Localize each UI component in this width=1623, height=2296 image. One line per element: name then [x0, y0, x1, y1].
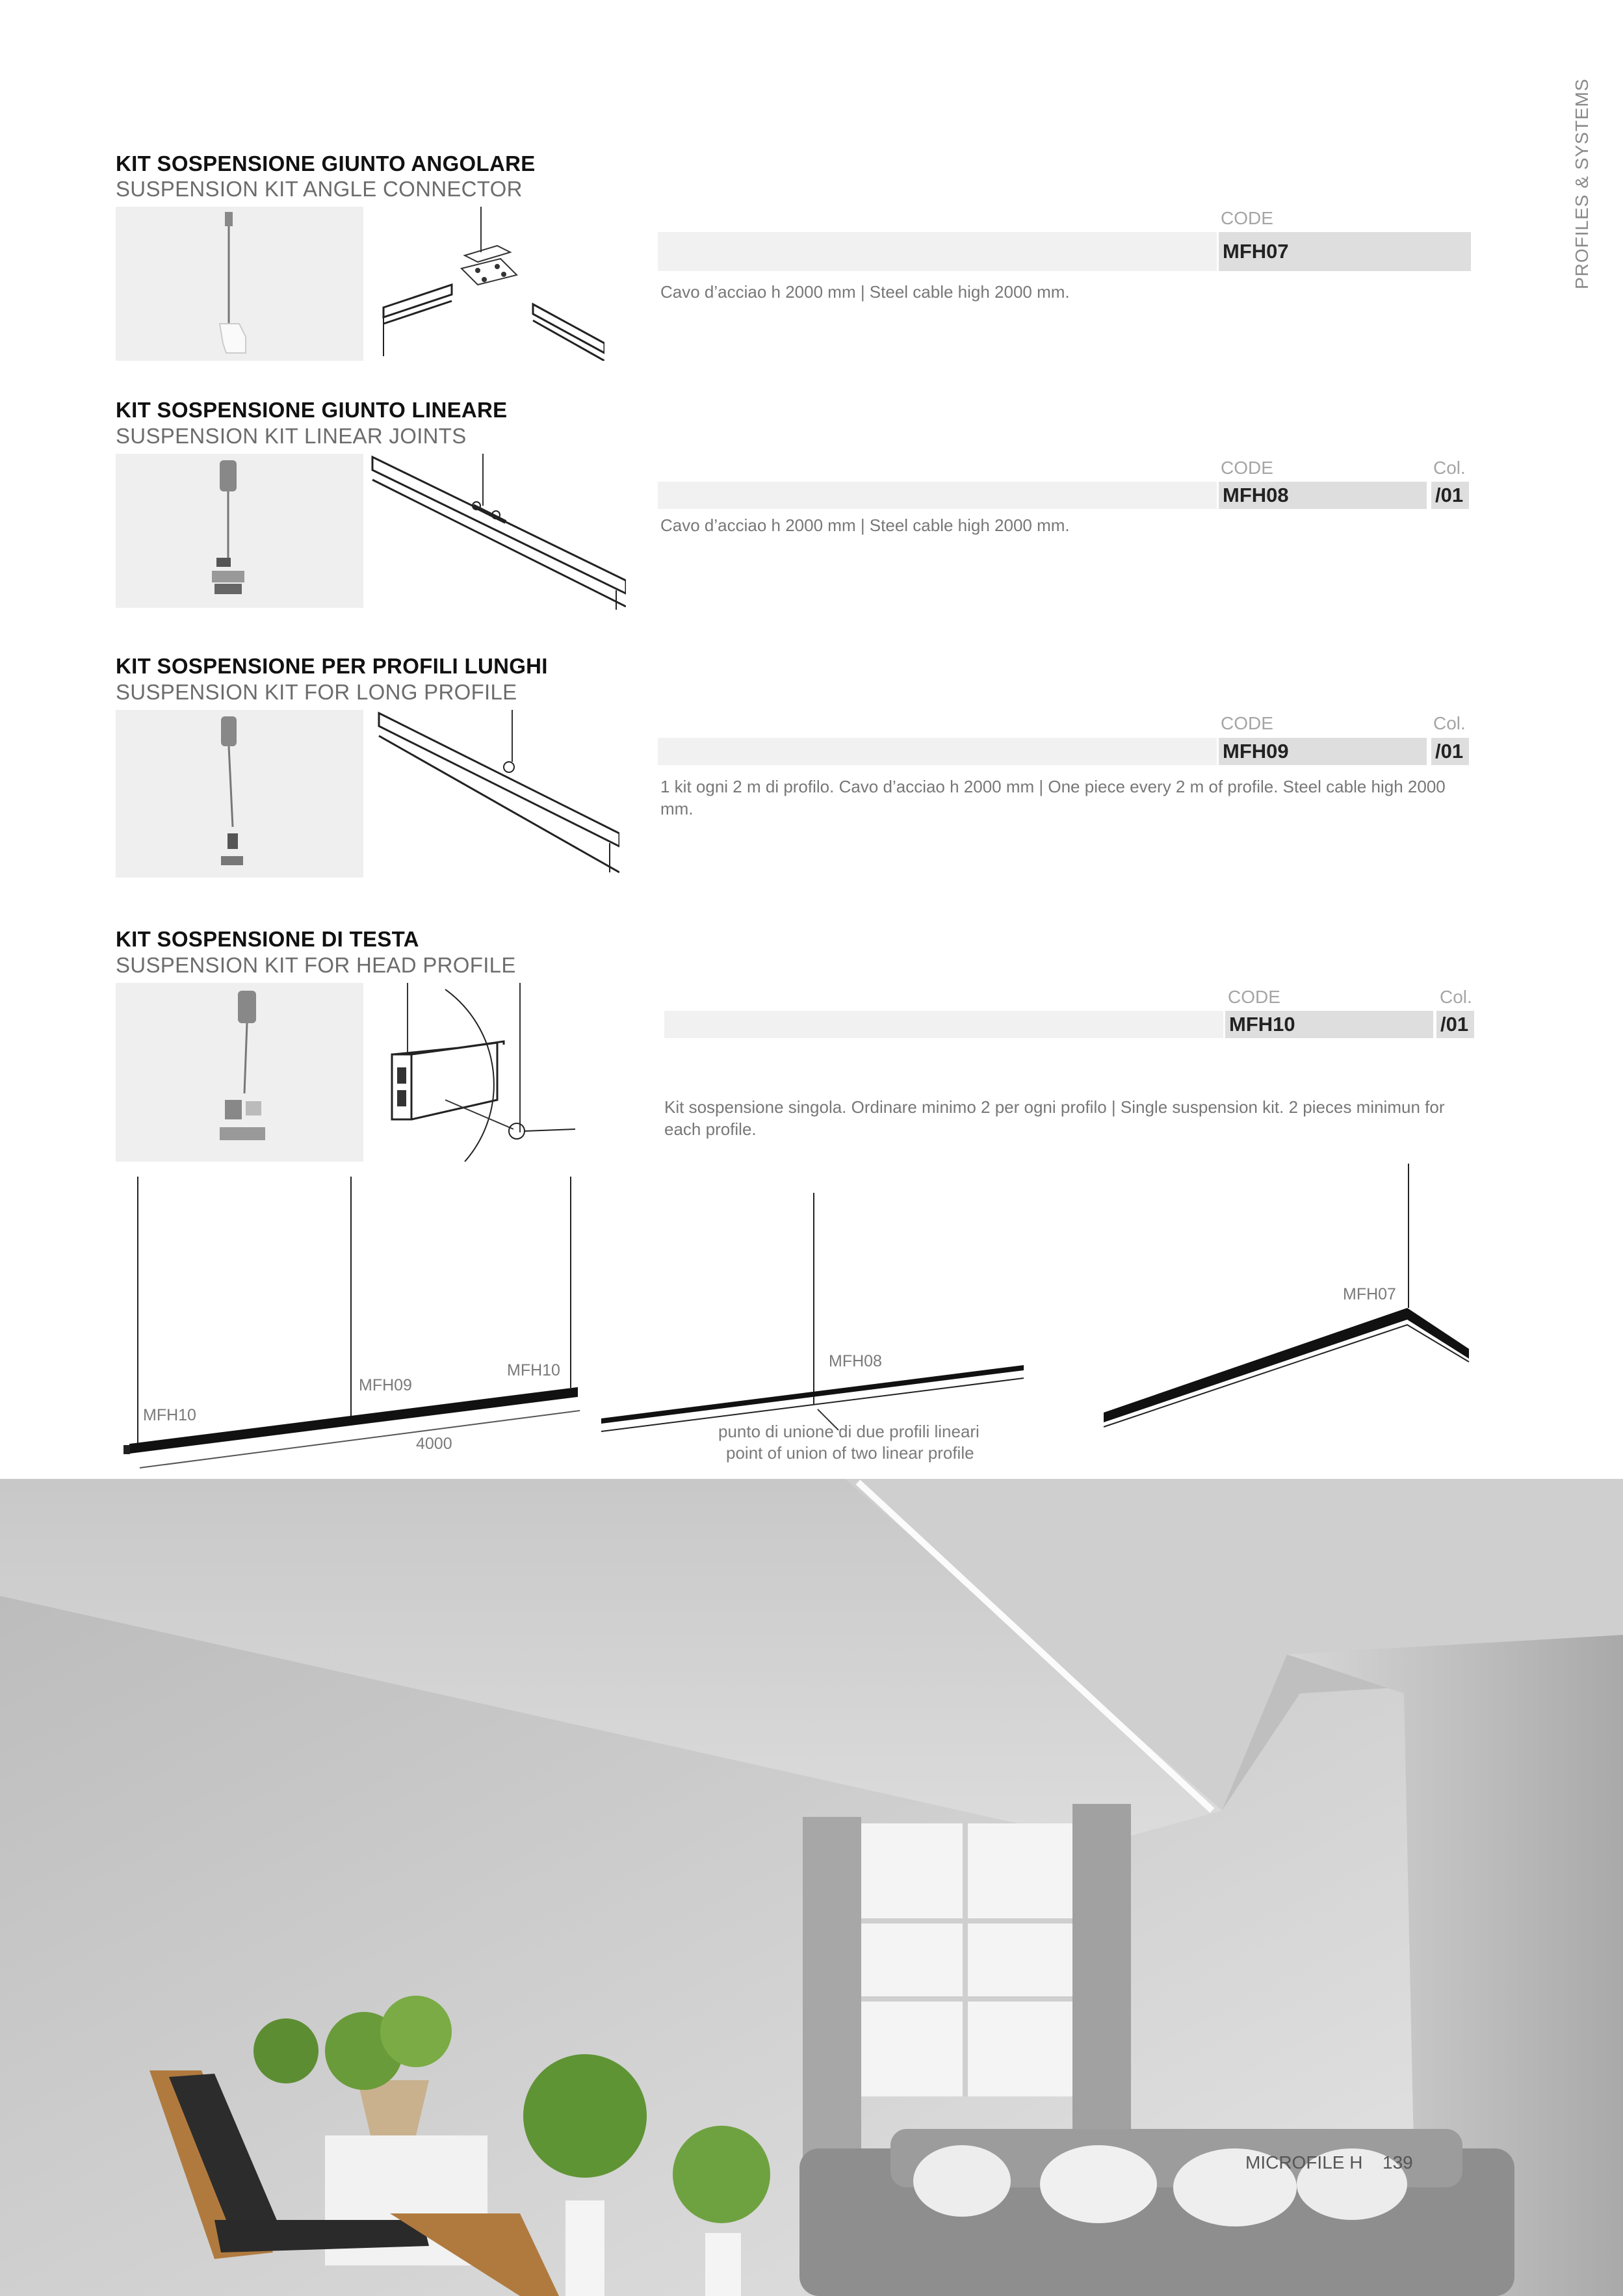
section-2-description-bar [658, 482, 1217, 509]
footer-page-number: 139 [1383, 2152, 1413, 2172]
section-2-description: Cavo d’acciao h 2000 mm | Steel cable high 2000 mm. [660, 515, 1070, 535]
section-4-description: Kit sospensione singola. Ordinare minimo 2 per ogni profilo | Single suspension kit. 2 pieces minimun for each profile. [664, 1097, 1445, 1139]
section-3-product-photo [116, 710, 363, 878]
section-3-description: 1 kit ogni 2 m di profilo. Cavo d’acciao h 2000 mm | One piece every 2 m of profile. Steel cable high 2000 mm. [660, 777, 1446, 818]
section-1-technical-drawing [380, 207, 604, 361]
footer-product-name: MICROFILE H [1245, 2152, 1363, 2172]
section-4-description-bar [664, 1011, 1223, 1038]
diagram-union-it: punto di unione di due profili lineari [718, 1422, 980, 1441]
side-label-text: PROFILES & SYSTEMS [1572, 78, 1592, 289]
diagram-label-mfh08: MFH08 [829, 1352, 882, 1370]
section-2-code-value: MFH08 [1219, 482, 1427, 509]
section-2-title-en: SUSPENSION KIT LINEAR JOINTS [116, 424, 467, 448]
section-3-title-it: KIT SOSPENSIONE PER PROFILI LUNGHI [116, 654, 548, 678]
section-3-col-header: Col. [1433, 713, 1466, 733]
section-4-col-value: /01 [1436, 1011, 1474, 1038]
section-2-technical-drawing [369, 454, 626, 610]
section-2-title-it: KIT SOSPENSIONE GIUNTO LINEARE [116, 398, 508, 422]
section-1-product-photo [116, 207, 363, 361]
section-2-code-header: CODE [1221, 458, 1273, 478]
section-3-title-en: SUSPENSION KIT FOR LONG PROFILE [116, 680, 517, 704]
interior-photo [0, 1479, 1623, 2296]
section-1-code-value: MFH07 [1219, 232, 1471, 271]
section-2-product-photo [116, 454, 363, 608]
section-1-code-header: CODE [1221, 208, 1273, 228]
section-1-description-bar [658, 232, 1217, 271]
section-2-col-header: Col. [1433, 458, 1466, 478]
diagram-label-mfh09: MFH09 [359, 1376, 412, 1394]
section-4-product-photo [116, 983, 363, 1162]
section-4-code-header: CODE [1228, 987, 1280, 1007]
diagram-label-mfh10-right: MFH10 [507, 1361, 560, 1379]
side-section-label [1560, 78, 1599, 299]
section-1-title-en: SUSPENSION KIT ANGLE CONNECTOR [116, 177, 523, 201]
section-4-title-en: SUSPENSION KIT FOR HEAD PROFILE [116, 953, 516, 977]
section-4-title-it: KIT SOSPENSIONE DI TESTA [116, 927, 419, 951]
section-3-description-bar [658, 738, 1217, 765]
section-4-col-header: Col. [1440, 987, 1472, 1007]
section-1-title-it: KIT SOSPENSIONE GIUNTO ANGOLARE [116, 151, 536, 176]
section-1-description: Cavo d’acciao h 2000 mm | Steel cable high 2000 mm. [660, 282, 1070, 302]
section-3-code-header: CODE [1221, 713, 1273, 733]
section-3-col-value: /01 [1431, 738, 1469, 765]
section-3-technical-drawing [376, 710, 619, 878]
diagram-label-mfh10-left: MFH10 [143, 1406, 196, 1424]
section-4-code-value: MFH10 [1225, 1011, 1433, 1038]
diagram-dimension: 4000 [416, 1435, 452, 1453]
section-2-col-value: /01 [1431, 482, 1469, 509]
section-4-technical-drawing [374, 983, 575, 1162]
diagram-union-en: point of union of two linear profile [726, 1443, 974, 1463]
diagram-label-mfh07: MFH07 [1343, 1285, 1396, 1303]
section-3-code-value: MFH09 [1219, 738, 1427, 765]
